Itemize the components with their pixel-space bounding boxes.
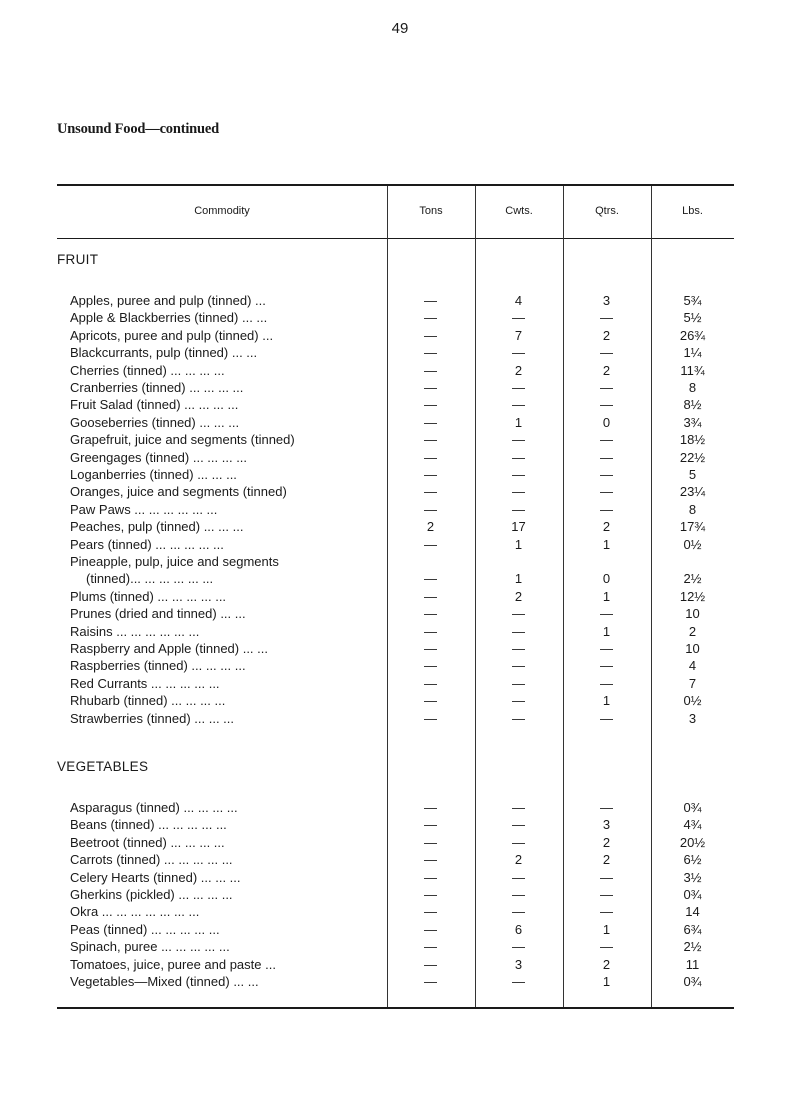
lbs-value: 0¾ [683, 800, 702, 815]
column-header-qtrs: Qtrs. [595, 205, 619, 217]
commodity-name: Loganberries (tinned) ... ... ... [70, 467, 237, 482]
table-row [57, 800, 734, 818]
lbs-value: 0½ [683, 536, 702, 552]
cwts-value: — [512, 380, 525, 395]
commodity-name: Apple & Blackberries (tinned) ... ... [70, 310, 268, 326]
lbs-value: 6¾ [683, 921, 702, 937]
tons-value: — [424, 974, 437, 989]
lbs-value: 1¼ [683, 345, 702, 361]
column-header-lbs: Lbs. [682, 205, 703, 217]
lbs-value: 10 [685, 641, 700, 656]
cwts-value: 1 [514, 414, 523, 430]
cwts-value: — [512, 817, 525, 833]
lbs-value: 3¾ [683, 414, 702, 430]
cwts-value: — [512, 869, 525, 885]
cwts-value: — [512, 693, 525, 709]
commodity-name: Cherries (tinned) ... ... ... ... [70, 362, 225, 378]
table-row [57, 537, 734, 555]
lbs-value: 8 [688, 501, 697, 517]
lbs-value: 8 [688, 380, 697, 395]
table-row [57, 658, 734, 676]
tons-value: — [424, 293, 437, 308]
lbs-value: 0¾ [683, 974, 702, 989]
lbs-value: 0½ [683, 693, 702, 709]
tons-value: — [424, 834, 437, 850]
cwts-value: — [512, 641, 525, 656]
table-row [57, 817, 734, 835]
qtrs-value: — [600, 397, 613, 413]
qtrs-value: 0 [602, 571, 611, 587]
tons-value: — [424, 327, 437, 343]
qtrs-value: 0 [602, 414, 611, 430]
tons-value: — [424, 467, 437, 482]
table-row [57, 432, 734, 450]
lbs-value: 14 [685, 904, 700, 920]
lbs-value: 26¾ [679, 327, 706, 343]
lbs-value: 6½ [683, 852, 702, 868]
commodity-name: Pineapple, pulp, juice and segments [70, 554, 279, 569]
cwts-value: 1 [514, 536, 523, 552]
tons-value: — [424, 887, 437, 902]
lbs-value: 0¾ [683, 887, 702, 902]
lbs-value: 2½ [683, 571, 702, 587]
qtrs-value: — [600, 432, 613, 448]
cwts-value: — [512, 345, 525, 361]
tons-value: — [424, 501, 437, 517]
lbs-value: 2 [688, 623, 697, 639]
table-row [57, 380, 734, 398]
commodity-name: Blackcurrants, pulp (tinned) ... ... [70, 345, 258, 361]
table-row [57, 589, 734, 607]
commodity-name: Raspberry and Apple (tinned) ... ... [70, 641, 268, 656]
commodity-name: Carrots (tinned) ... ... ... ... ... [70, 852, 233, 868]
qtrs-value: 1 [602, 921, 611, 937]
table-row [57, 415, 734, 433]
lbs-value: 4¾ [683, 817, 702, 833]
commodity-name: Okra ... ... ... ... ... ... ... [70, 904, 200, 920]
commodity-name: Red Currants ... ... ... ... ... [70, 675, 220, 691]
cwts-value: — [512, 623, 525, 639]
tons-value: — [424, 852, 437, 868]
page-heading: Unsound Food—continued [57, 121, 220, 137]
tons-value: — [424, 362, 437, 378]
commodity-name: Celery Hearts (tinned) ... ... ... [70, 869, 241, 885]
commodity-name: Vegetables—Mixed (tinned) ... ... [70, 974, 259, 989]
qtrs-value: 2 [602, 956, 611, 972]
cwts-value: — [512, 974, 525, 989]
cwts-value: 1 [514, 571, 523, 587]
lbs-value: 10 [685, 606, 700, 622]
tons-value: — [424, 956, 437, 972]
table-row [57, 693, 734, 711]
commodity-name: Spinach, puree ... ... ... ... ... [70, 939, 230, 955]
qtrs-value: — [600, 800, 613, 815]
cwts-value: — [512, 800, 525, 815]
table-row [57, 939, 734, 957]
tons-value: — [424, 658, 437, 674]
commodity-name: Peaches, pulp (tinned) ... ... ... [70, 519, 244, 535]
tons-value: — [424, 432, 437, 448]
table-row [57, 957, 734, 975]
table-row [57, 502, 734, 520]
lbs-value: 20½ [679, 834, 706, 850]
commodity-name: Raspberries (tinned) ... ... ... ... [70, 658, 246, 674]
table-row [57, 641, 734, 659]
qtrs-value: 1 [602, 536, 611, 552]
tons-value: — [424, 588, 437, 604]
tons-value: — [424, 939, 437, 955]
page-number: 49 [391, 20, 409, 37]
commodity-name: Paw Paws ... ... ... ... ... ... [70, 501, 218, 517]
commodity-name: Rhubarb (tinned) ... ... ... ... [70, 693, 226, 709]
cwts-value: — [512, 501, 525, 517]
commodity-name: Beetroot (tinned) ... ... ... ... [70, 834, 225, 850]
commodity-name: Grapefruit, juice and segments (tinned) [70, 432, 295, 448]
qtrs-value: — [600, 658, 613, 674]
column-header-tons: Tons [419, 205, 443, 217]
table-row [57, 711, 734, 729]
qtrs-value: 1 [602, 974, 611, 989]
tons-value: — [424, 606, 437, 622]
cwts-value: 6 [514, 921, 523, 937]
table-row [57, 519, 734, 537]
tons-value: — [424, 921, 437, 937]
commodity-name: Pears (tinned) ... ... ... ... ... [70, 536, 224, 552]
qtrs-value: 2 [602, 834, 611, 850]
cwts-value: 4 [514, 293, 523, 308]
qtrs-value: — [600, 310, 613, 326]
commodity-name: Raisins ... ... ... ... ... ... [70, 623, 200, 639]
table-row [57, 870, 734, 888]
lbs-value: 5½ [683, 310, 702, 326]
cwts-value: — [512, 887, 525, 902]
qtrs-value: 3 [602, 293, 611, 308]
qtrs-value: 2 [602, 852, 611, 868]
commodity-name: Cranberries (tinned) ... ... ... ... [70, 380, 244, 395]
tons-value: — [424, 380, 437, 395]
qtrs-value: — [600, 710, 613, 726]
table-row [57, 974, 734, 992]
tons-value: — [424, 484, 437, 500]
cwts-value: — [512, 432, 525, 448]
qtrs-value: — [600, 939, 613, 955]
qtrs-value: — [600, 887, 613, 902]
tons-value: — [424, 310, 437, 326]
header-rule [57, 238, 734, 239]
lbs-value: 17¾ [679, 519, 706, 535]
qtrs-value: — [600, 467, 613, 482]
lbs-value: 11 [685, 956, 700, 972]
table-row [57, 606, 734, 624]
tons-value: — [424, 710, 437, 726]
cwts-value: — [512, 904, 525, 920]
tons-value: — [424, 817, 437, 833]
cwts-value: 2 [514, 362, 523, 378]
qtrs-value: — [600, 484, 613, 500]
table-row [57, 484, 734, 502]
cwts-value: 2 [514, 852, 523, 868]
table-row [57, 467, 734, 485]
qtrs-value: — [600, 606, 613, 622]
cwts-value: — [512, 834, 525, 850]
commodity-name: (tinned)... ... ... ... ... ... [86, 571, 214, 587]
qtrs-value: — [600, 501, 613, 517]
table-row [57, 852, 734, 870]
qtrs-value: 1 [602, 588, 611, 604]
tons-value: — [424, 449, 437, 465]
lbs-value: 5 [688, 467, 697, 482]
commodity-name: Fruit Salad (tinned) ... ... ... ... [70, 397, 239, 413]
cwts-value: 2 [514, 588, 523, 604]
cwts-value: — [512, 658, 525, 674]
tons-value: — [424, 641, 437, 656]
table-row [57, 887, 734, 905]
table-row [57, 397, 734, 415]
cwts-value: — [512, 675, 525, 691]
table-top-rule [57, 184, 734, 186]
commodity-name: Tomatoes, juice, puree and paste ... [70, 956, 276, 972]
qtrs-value: — [600, 449, 613, 465]
commodity-name: Apples, puree and pulp (tinned) ... [70, 293, 266, 308]
table-row [57, 554, 734, 572]
commodity-name: Beans (tinned) ... ... ... ... ... [70, 817, 227, 833]
lbs-value: 4 [688, 658, 697, 674]
column-header-cwts: Cwts. [505, 205, 533, 217]
tons-value: — [424, 904, 437, 920]
tons-value: — [424, 623, 437, 639]
table-row [57, 363, 734, 381]
tons-value: — [424, 345, 437, 361]
qtrs-value: — [600, 675, 613, 691]
section-heading: VEGETABLES [57, 759, 149, 774]
table-row [57, 345, 734, 363]
cwts-value: — [512, 939, 525, 955]
cwts-value: 3 [514, 956, 523, 972]
lbs-value: 18½ [679, 432, 706, 448]
table-row [57, 835, 734, 853]
lbs-value: 3 [688, 710, 697, 726]
lbs-value: 23¼ [679, 484, 706, 500]
qtrs-value: 2 [602, 327, 611, 343]
commodity-name: Peas (tinned) ... ... ... ... ... [70, 921, 220, 937]
table-row [57, 571, 734, 589]
qtrs-value: 2 [602, 519, 611, 535]
table-row [57, 904, 734, 922]
column-header-commodity: Commodity [194, 205, 250, 217]
commodity-name: Prunes (dried and tinned) ... ... [70, 606, 246, 622]
commodity-name: Gherkins (pickled) ... ... ... ... [70, 887, 233, 902]
cwts-value: — [512, 310, 525, 326]
table-row [57, 450, 734, 468]
tons-value: — [424, 397, 437, 413]
commodity-name: Strawberries (tinned) ... ... ... [70, 710, 234, 726]
lbs-value: 3½ [683, 869, 702, 885]
table-row [57, 922, 734, 940]
cwts-value: — [512, 484, 525, 500]
table-row [57, 310, 734, 328]
table-row [57, 676, 734, 694]
lbs-value: 22½ [679, 449, 706, 465]
tons-value: — [424, 536, 437, 552]
cwts-value: — [512, 710, 525, 726]
commodity-name: Plums (tinned) ... ... ... ... ... [70, 588, 227, 604]
cwts-value: — [512, 397, 525, 413]
qtrs-value: 1 [602, 623, 611, 639]
qtrs-value: 3 [602, 817, 611, 833]
qtrs-value: — [600, 641, 613, 656]
cwts-value: — [512, 467, 525, 482]
qtrs-value: 2 [602, 362, 611, 378]
qtrs-value: — [600, 345, 613, 361]
lbs-value: 7 [688, 675, 697, 691]
lbs-value: 12½ [679, 588, 706, 604]
qtrs-value: — [600, 869, 613, 885]
qtrs-value: — [600, 380, 613, 395]
cwts-value: — [512, 606, 525, 622]
lbs-value: 2½ [683, 939, 702, 955]
tons-value: — [424, 869, 437, 885]
cwts-value: — [512, 449, 525, 465]
lbs-value: 8½ [683, 397, 702, 413]
qtrs-value: — [600, 904, 613, 920]
cwts-value: 17 [511, 519, 526, 535]
commodity-name: Oranges, juice and segments (tinned) [70, 484, 287, 500]
tons-value: — [424, 693, 437, 709]
qtrs-value: 1 [602, 693, 611, 709]
table-row [57, 328, 734, 346]
commodity-name: Apricots, puree and pulp (tinned) ... [70, 327, 274, 343]
commodity-name: Asparagus (tinned) ... ... ... ... [70, 800, 238, 815]
commodity-name: Gooseberries (tinned) ... ... ... [70, 414, 240, 430]
tons-value: — [424, 675, 437, 691]
tons-value: — [424, 414, 437, 430]
commodity-name: Greengages (tinned) ... ... ... ... [70, 449, 248, 465]
tons-value: — [424, 800, 437, 815]
table-bottom-rule [57, 1007, 734, 1009]
table-row [57, 293, 734, 311]
unsound-food-table [57, 184, 734, 1010]
section-heading: FRUIT [57, 252, 99, 267]
tons-value: — [424, 571, 437, 587]
lbs-value: 11¾ [680, 362, 705, 378]
cwts-value: 7 [514, 327, 523, 343]
tons-value: 2 [426, 519, 435, 535]
lbs-value: 5¾ [683, 293, 702, 308]
table-row [57, 624, 734, 642]
